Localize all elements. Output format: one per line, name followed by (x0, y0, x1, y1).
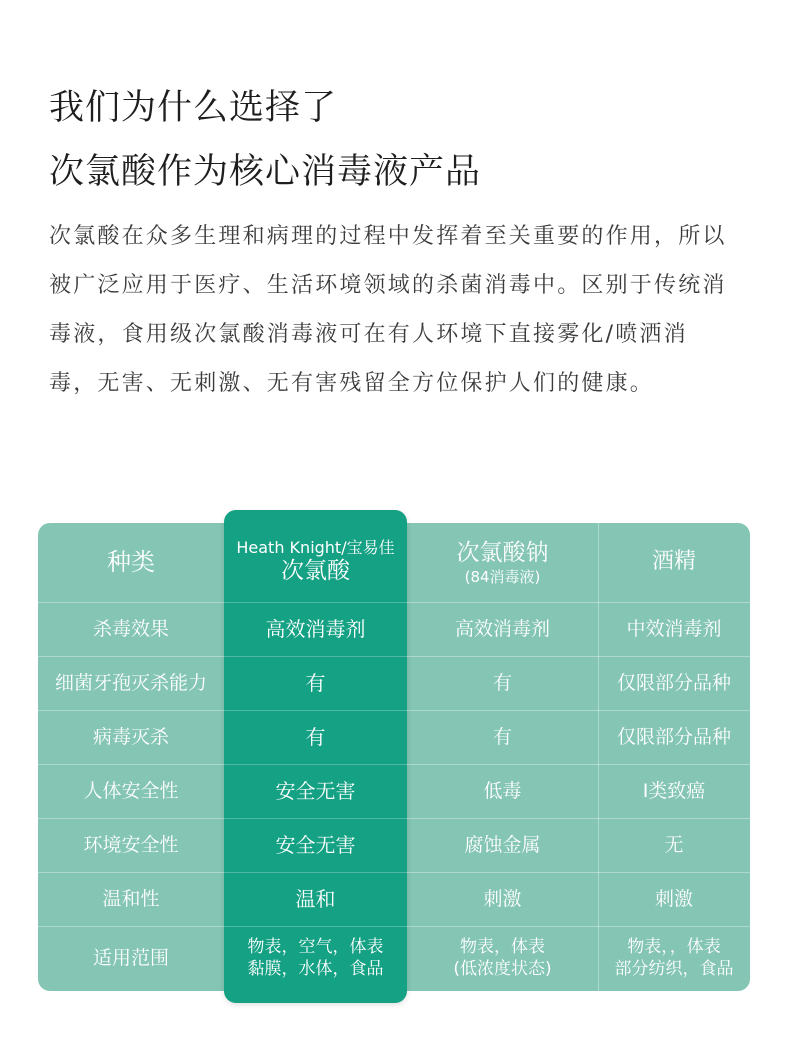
row-label: 病毒灭杀 (92, 725, 169, 748)
cell-hocl: 安全无害 (275, 779, 356, 803)
header-sodium-name: 次氯酸钠 (456, 539, 549, 566)
header-alcohol: 酒精 (651, 549, 696, 575)
cell-sodium: 高效消毒剂 (454, 617, 550, 640)
header-category: 种类 (107, 548, 155, 577)
row-label: 杀毒效果 (92, 617, 169, 640)
row-label: 人体安全性 (83, 779, 179, 802)
cell-alcohol-line-1: 物表，，体表 (627, 937, 721, 958)
header-brand-product: 次氯酸 (281, 558, 350, 585)
cell-hocl: 有 (305, 671, 326, 695)
cell-hocl: 有 (305, 725, 326, 749)
cell-sodium (407, 926, 598, 991)
cell-sodium: 有 (492, 671, 512, 694)
cell-alcohol-line-2: 部分纺织，食品 (614, 958, 734, 979)
cell-alcohol (598, 926, 750, 991)
header-sodium (407, 523, 598, 602)
cell-sodium: 刺激 (483, 887, 522, 910)
row-label: 温和性 (102, 887, 160, 910)
cell-hocl: 安全无害 (275, 833, 356, 857)
header-sodium-note: (84消毒液) (464, 568, 541, 587)
cell-alcohol: 中效消毒剂 (626, 617, 722, 640)
row-label: 环境安全性 (83, 833, 179, 856)
cell-alcohol: 仅限部分品种 (616, 671, 731, 694)
cell-alcohol: 无 (664, 833, 684, 856)
intro-paragraph: 次氯酸在众多生理和病理的过程中发挥着至关重要的作用，所以被广泛应用于医疗、生活环境领域的杀菌消毒中。区别于传统消毒液，食用级次氯酸消毒液可在有人环境下直接雾化/喷洒消毒，无害、无刺激、无有害残留全方位保护人们的健康。 (49, 224, 727, 396)
cell-sodium: 低毒 (483, 779, 522, 802)
row-label: 适用范围 (92, 947, 169, 970)
cell-hocl-line-2: 黏膜，水体，食品 (247, 958, 384, 979)
title-line-2: 次氯酸作为核心消毒液产品 (49, 152, 482, 192)
title-line-1: 我们为什么选择了 (49, 88, 338, 128)
cell-hocl-line-1: 物表，空气，体表 (247, 937, 384, 958)
header-brand (224, 523, 407, 602)
cell-hocl: 温和 (295, 887, 336, 911)
cell-alcohol: 仅限部分品种 (616, 725, 731, 748)
cell-sodium-line-2: (低浓度状态) (453, 958, 552, 979)
cell-alcohol: Ⅰ类致癌 (642, 779, 706, 802)
cell-hocl (224, 926, 407, 991)
cell-sodium: 有 (492, 725, 512, 748)
cell-sodium: 腐蚀金属 (464, 833, 541, 856)
header-brand-name: Heath Knight/宝易佳 (236, 537, 395, 557)
page-title (49, 76, 481, 204)
cell-sodium-line-1: 物表，体表 (460, 937, 545, 958)
cell-alcohol: 刺激 (654, 887, 693, 910)
row-label: 细菌牙孢灭杀能力 (54, 671, 207, 694)
cell-hocl: 高效消毒剂 (265, 617, 366, 641)
